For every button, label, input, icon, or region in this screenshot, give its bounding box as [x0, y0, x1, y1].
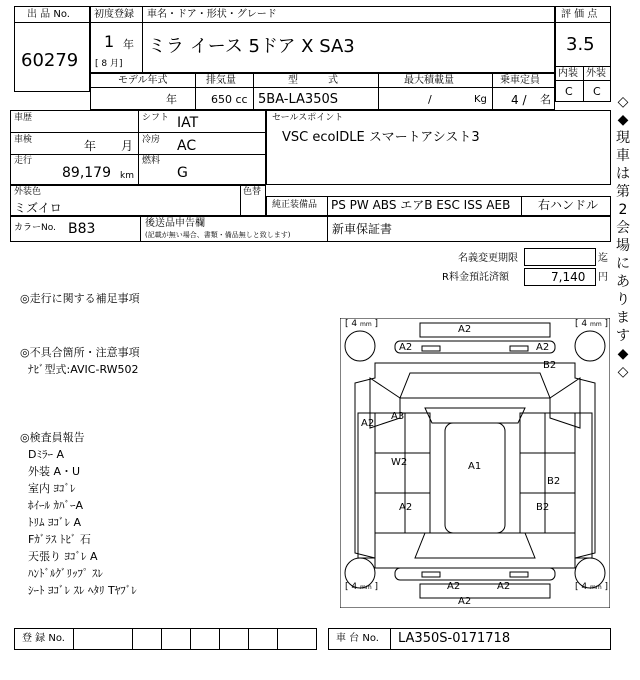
left-pillar: [405, 413, 430, 453]
chassis-label: 車 台 No.: [336, 633, 379, 644]
rear-window: [415, 533, 535, 558]
tire-front-right-icon: [575, 331, 605, 361]
lot-number-label: 出 品 No.: [27, 9, 70, 20]
mark-left-rear-door: W2: [391, 457, 408, 468]
front-light-left: [422, 346, 440, 351]
mark-rear-right: A2: [497, 581, 511, 592]
inspector-heading: ◎検査員報告: [20, 431, 85, 444]
report-label: 後送品申告欄: [145, 218, 205, 229]
recycle-label: R料金預託済額: [442, 272, 509, 283]
rear-panel: [395, 568, 555, 580]
fuel-value: G: [177, 165, 188, 181]
mileage-label: 走行: [14, 156, 33, 166]
side-note-char: ◆: [617, 346, 629, 362]
mark-left-front-door-upper: A3: [391, 411, 405, 422]
front-light-right: [510, 346, 528, 351]
mileage-unit: km: [120, 171, 134, 181]
right-rear-door: [545, 493, 575, 533]
side-note-char: り: [616, 292, 630, 308]
inspector-line: 外装 A・U: [28, 465, 81, 478]
side-note-char: 会: [616, 220, 630, 236]
right-quarter: [520, 493, 545, 533]
side-note: [613, 93, 633, 381]
name-change-field: [524, 248, 596, 266]
score-value: 3.5: [566, 34, 595, 55]
handle-position: 右ハンドル: [538, 198, 599, 212]
chassis-value: LA350S-0171718: [398, 631, 511, 646]
shift-value: IAT: [177, 115, 199, 131]
right-pillar: [520, 413, 545, 453]
recycle-unit: 円: [598, 272, 608, 283]
side-note-char: は: [616, 166, 630, 182]
rear-light-left: [422, 572, 440, 577]
front-bumper: [420, 323, 550, 337]
score-label: 評 価 点: [561, 9, 598, 20]
inspector-line: 天張り ﾖｺﾞﾚ A: [28, 550, 98, 563]
mark-right-rear: B2: [536, 502, 550, 513]
side-note-char: 第: [616, 184, 630, 200]
side-note-char: ◆: [617, 112, 629, 128]
mark-rear-bumper: A2: [458, 596, 472, 607]
first-reg-label: 初度登録: [94, 9, 134, 20]
warranty-value: 新車保証書: [332, 222, 393, 236]
inspector-line: Fｶﾞﾗｽ ﾄﾋﾞ 石: [28, 533, 91, 546]
windshield: [425, 408, 525, 423]
right-window: [520, 453, 545, 493]
max-load-unit: Kg: [474, 94, 487, 105]
sales-point-label: セールスポイント: [272, 113, 344, 123]
name-change-unit: 迄: [598, 253, 608, 264]
side-note-char: す: [616, 328, 630, 344]
inspection-month: 月: [121, 139, 134, 153]
model-year-label: モデル年式: [118, 75, 168, 86]
color-number-box: [10, 216, 611, 242]
type-label: 型 式: [288, 75, 338, 86]
side-note-char: ◇: [617, 94, 629, 110]
side-note-char: 車: [616, 148, 630, 164]
sales-point-value: VSC ecoIDLE スマートアシスト3: [282, 130, 480, 145]
color-change-label: 色替: [243, 187, 262, 197]
side-note-char: に: [616, 256, 630, 272]
lot-number: 60279: [21, 50, 79, 71]
max-load-value: /: [428, 93, 432, 106]
recycle-value: 7,140: [551, 270, 586, 284]
front-panel: [395, 341, 555, 353]
left-window: [405, 453, 430, 493]
left-rocker: [358, 413, 375, 558]
first-reg-year: 1: [104, 32, 115, 51]
aircon-label: 冷房: [142, 135, 161, 145]
history-label: 車歴: [14, 113, 33, 123]
side-note-char: ま: [616, 310, 630, 326]
interior-label: 内装: [558, 68, 578, 79]
max-load-label: 最大積載量: [404, 75, 454, 86]
color-number-label: カラーNo.: [14, 223, 56, 233]
inspector-line: 室内 ﾖｺﾞﾚ: [28, 482, 76, 495]
side-note-char: ◇: [617, 364, 629, 380]
capacity-unit: 名: [540, 93, 551, 106]
inspector-line: ﾊﾝﾄﾞﾙｸﾞﾘｯﾌﾟ ｽﾚ: [28, 567, 103, 580]
aircon-value: AC: [177, 138, 197, 154]
defects-heading: ◎不具合箇所・注意事項: [20, 346, 140, 359]
interior-grade: C: [565, 85, 573, 98]
exterior-color-value: ミズイロ: [14, 201, 62, 215]
displacement-value: 650 cc: [211, 93, 248, 106]
vehicle-name: ミラ イース 5ドア X SA3: [148, 36, 355, 57]
rear-bumper: [420, 581, 550, 598]
tire-rear-left-label: [ 4 mm ]: [345, 582, 379, 592]
genuine-equipment-label: 純正装備品: [272, 200, 318, 210]
mark-right-door: B2: [547, 476, 561, 487]
capacity-label: 乗車定員: [500, 75, 540, 86]
vehicle-label: 車名・ドア・形状・グレード: [147, 9, 277, 20]
mark-front-right: A2: [536, 342, 550, 353]
inspector-line: ｼｰﾄ ﾖｺﾞﾚ ｽﾚ ﾍﾀﾘ Tﾔﾌﾞﾚ: [28, 584, 137, 597]
rear-light-right: [510, 572, 528, 577]
name-change-label: 名義変更期限: [458, 253, 518, 264]
defects-line: ﾅﾋﾞ型式:AVIC-RW502: [28, 363, 139, 376]
inspector-line: Dﾐﾗｰ A: [28, 448, 64, 461]
first-reg-month: [ 8 月]: [95, 59, 123, 69]
side-note-char: 現: [616, 130, 630, 146]
inspector-line: ﾎｲｰﾙ ｶﾊﾞｰA: [28, 499, 84, 512]
side-note-char: 場: [616, 238, 630, 254]
color-number-value: B83: [68, 221, 96, 237]
mark-right-front-fender: B2: [543, 360, 557, 371]
exterior-color-label: 外装色: [14, 187, 42, 197]
mileage-value: 89,179: [62, 165, 111, 181]
tire-front-left-label: [ 4 mm ]: [345, 319, 379, 329]
roof: [445, 423, 505, 533]
side-note-char: 2: [618, 202, 628, 218]
driving-notes-heading: ◎走行に関する補足事項: [20, 292, 140, 305]
exterior-grade: C: [593, 85, 601, 98]
capacity-value: 4 /: [511, 93, 527, 107]
shift-label: シフト: [142, 113, 170, 123]
inspection-year: 年: [84, 139, 97, 153]
inspection-label: 車検: [14, 135, 33, 145]
left-rear-door: [375, 493, 405, 533]
side-note-char: あ: [616, 274, 630, 290]
type-value: 5BA-LA350S: [258, 92, 338, 107]
exterior-label: 外装: [586, 68, 606, 79]
tire-front-right-label: [ 4 mm ]: [575, 319, 609, 329]
mark-left-rear: A2: [399, 502, 413, 513]
hood: [400, 373, 550, 398]
registration-label: 登 録 No.: [22, 633, 65, 644]
displacement-label: 排気量: [206, 75, 236, 86]
genuine-equipment-value: PS PW ABS エアB ESC ISS AEB: [331, 198, 511, 212]
mark-front-left: A2: [399, 342, 413, 353]
left-quarter: [405, 493, 430, 533]
right-front-door-upper: [545, 413, 575, 453]
mark-front-bumper: A2: [458, 324, 472, 335]
inspector-line: ﾄﾘﾑ ﾖｺﾞﾚ A: [28, 516, 82, 529]
tire-rear-right-label: [ 4 mm ]: [575, 582, 609, 592]
right-rocker: [575, 413, 592, 558]
right-door-panel: [545, 453, 575, 493]
mark-left-door: A2: [361, 418, 375, 429]
model-year-unit: 年: [166, 93, 177, 106]
fuel-label: 燃料: [142, 156, 161, 166]
mark-rear-left: A2: [447, 581, 461, 592]
mark-roof: A1: [468, 461, 482, 472]
first-reg-year-unit: 年: [123, 38, 134, 51]
report-note: (記載が無い場合、書類・備品無しと致します): [145, 231, 291, 239]
